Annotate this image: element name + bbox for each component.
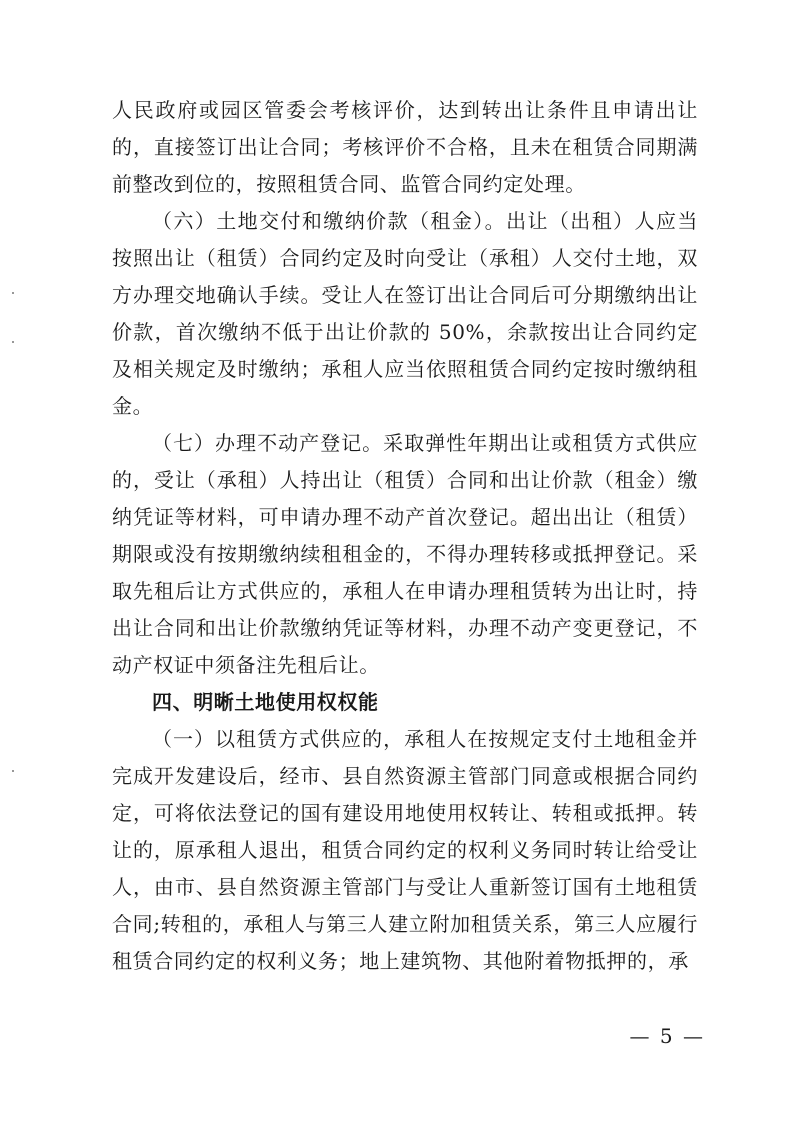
scan-mark bbox=[12, 341, 14, 343]
paragraph-continuation: 人民政府或园区管委会考核评价，达到转出让条件且申请出让的，直接签订出让合同；考核评价不合格，且未在租赁合同期满前整改到位的，按照租赁合同、监管合同约定处理。 bbox=[112, 98, 698, 196]
scan-mark bbox=[12, 770, 14, 772]
section-heading: 四、明晰土地使用权权能 bbox=[152, 690, 379, 714]
scan-mark bbox=[12, 292, 14, 294]
paragraph-land-delivery: （六）土地交付和缴纳价款（租金）。出让（出租）人应当按照出让（租赁）合同约定及时向受让（承租）人交付土地，双方办理交地确认手续。受让人在签订出让合同后可分期缴纳出让价款，首次缴纳不低于出让价款的 50%，余款按出让合同约定及相关规定及时缴纳；承租人应当依照租赁合同约定按时缴纳租金。 bbox=[112, 209, 698, 418]
document-body bbox=[112, 92, 698, 980]
paragraph-property-registration: （七）办理不动产登记。采取弹性年期出让或租赁方式供应的，受让（承租）人持出让（租赁）合同和出让价款（租金）缴纳凭证等材料，可申请办理不动产首次登记。超出出让（租赁）期限或没有按期缴纳续租租金的，不得办理转移或抵押登记。采取先租后让方式供应的，承租人在申请办理租赁转为出让时，持出让合同和出让价款缴纳凭证等材料，办理不动产变更登记，不动产权证中须备注先租后让。 bbox=[112, 431, 698, 677]
paragraph-lease-rights: （一）以租赁方式供应的，承租人在按规定支付土地租金并完成开发建设后，经市、县自然资源主管部门同意或根据合同约定，可将依法登记的国有建设用地使用权转让、转租或抵押。转让的，原承租人退出，租赁合同约定的权利义务同时转让给受让人，由市、县自然资源主管部门与受让人重新签订国有土地租赁合同;转租的，承租人与第三人建立附加租赁关系，第三人应履行租赁合同约定的权利义务；地上建筑物、其他附着物抵押的，承 bbox=[112, 727, 698, 973]
page-number: — 5 — bbox=[629, 1024, 705, 1048]
